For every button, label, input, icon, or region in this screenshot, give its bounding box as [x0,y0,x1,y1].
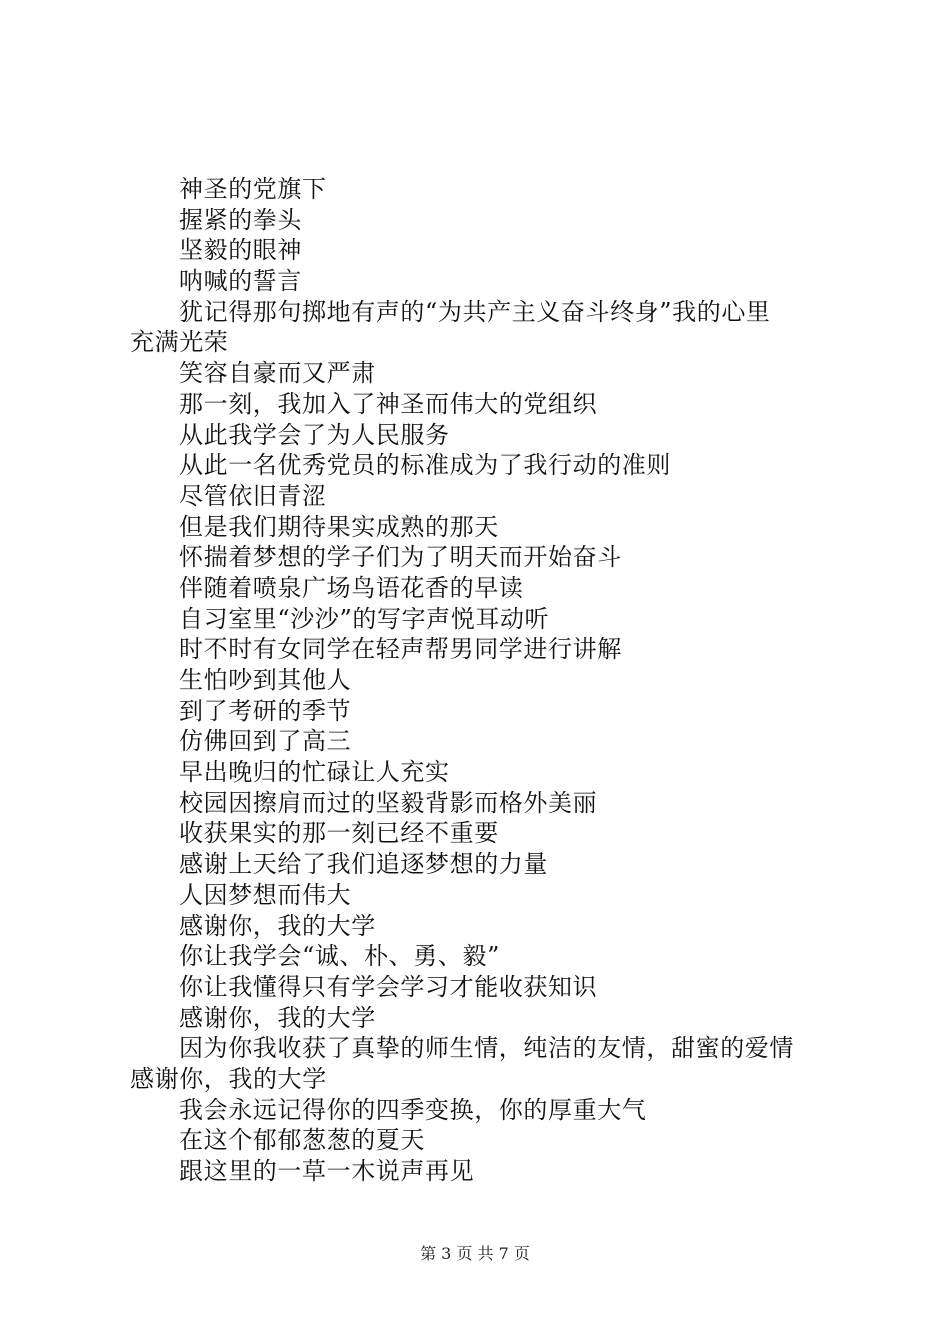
text-line: 时不时有女同学在轻声帮男同学进行讲解 [179,635,622,664]
text-line: 从此一名优秀党员的标准成为了我行动的准则 [179,451,671,480]
text-line: 从此我学会了为人民服务 [179,420,450,449]
text-line: 呐喊的誓言 [179,267,302,296]
page-footer: 第 3 页 共 7 页 [420,1244,530,1263]
text-line: 神圣的党旗下 [179,175,327,203]
text-line: 充满光荣 [130,328,229,357]
text-line: 感谢你，我的大学 [179,1003,376,1032]
text-line: 生怕吵到其他人 [179,666,352,694]
text-line: 早出晚归的忙碌让人充实 [179,758,450,787]
text-line: 感谢你，我的大学 [179,911,376,940]
text-line: 人因梦想而伟大 [179,880,352,909]
text-line: 仿佛回到了高三 [179,727,352,756]
text-line: 校园因擦肩而过的坚毅背影而格外美丽 [179,788,598,817]
text-line: 那一刻，我加入了神圣而伟大的党组织 [179,389,598,418]
text-line: 但是我们期待果实成熟的那天 [179,512,499,541]
text-line: 收获果实的那一刻已经不重要 [179,819,499,848]
text-line: 自习室里“沙沙”的写字声悦耳动听 [179,604,550,633]
text-line: 感谢你，我的大学 [130,1064,327,1093]
text-line: 怀揣着梦想的学子们为了明天而开始奋斗 [179,543,622,572]
text-line: 笑容自豪而又严肃 [179,359,376,388]
text-line: 感谢上天给了我们追逐梦想的力量 [179,850,548,879]
text-line: 因为你我收获了真挚的师生情，纯洁的友情，甜蜜的爱情 [179,1034,794,1063]
text-line: 在这个郁郁葱葱的夏天 [179,1126,425,1155]
text-line: 你让我懂得只有学会学习才能收获知识 [179,972,598,1001]
document-body [130,174,830,1187]
text-line: 你让我学会“诚、朴、勇、毅” [179,942,500,971]
text-line: 坚毅的眼神 [179,236,302,265]
text-line: 尽管依旧青涩 [179,481,327,510]
text-line: 我会永远记得你的四季变换，你的厚重大气 [179,1095,647,1124]
text-line: 伴随着喷泉广场鸟语花香的早读 [179,573,524,602]
text-line: 到了考研的季节 [179,696,352,725]
text-line: 握紧的拳头 [179,205,302,234]
text-line: 跟这里的一草一木说声再见 [179,1157,475,1185]
text-line: 犹记得那句掷地有声的“为共产主义奋斗终身”我的心里 [179,297,771,326]
